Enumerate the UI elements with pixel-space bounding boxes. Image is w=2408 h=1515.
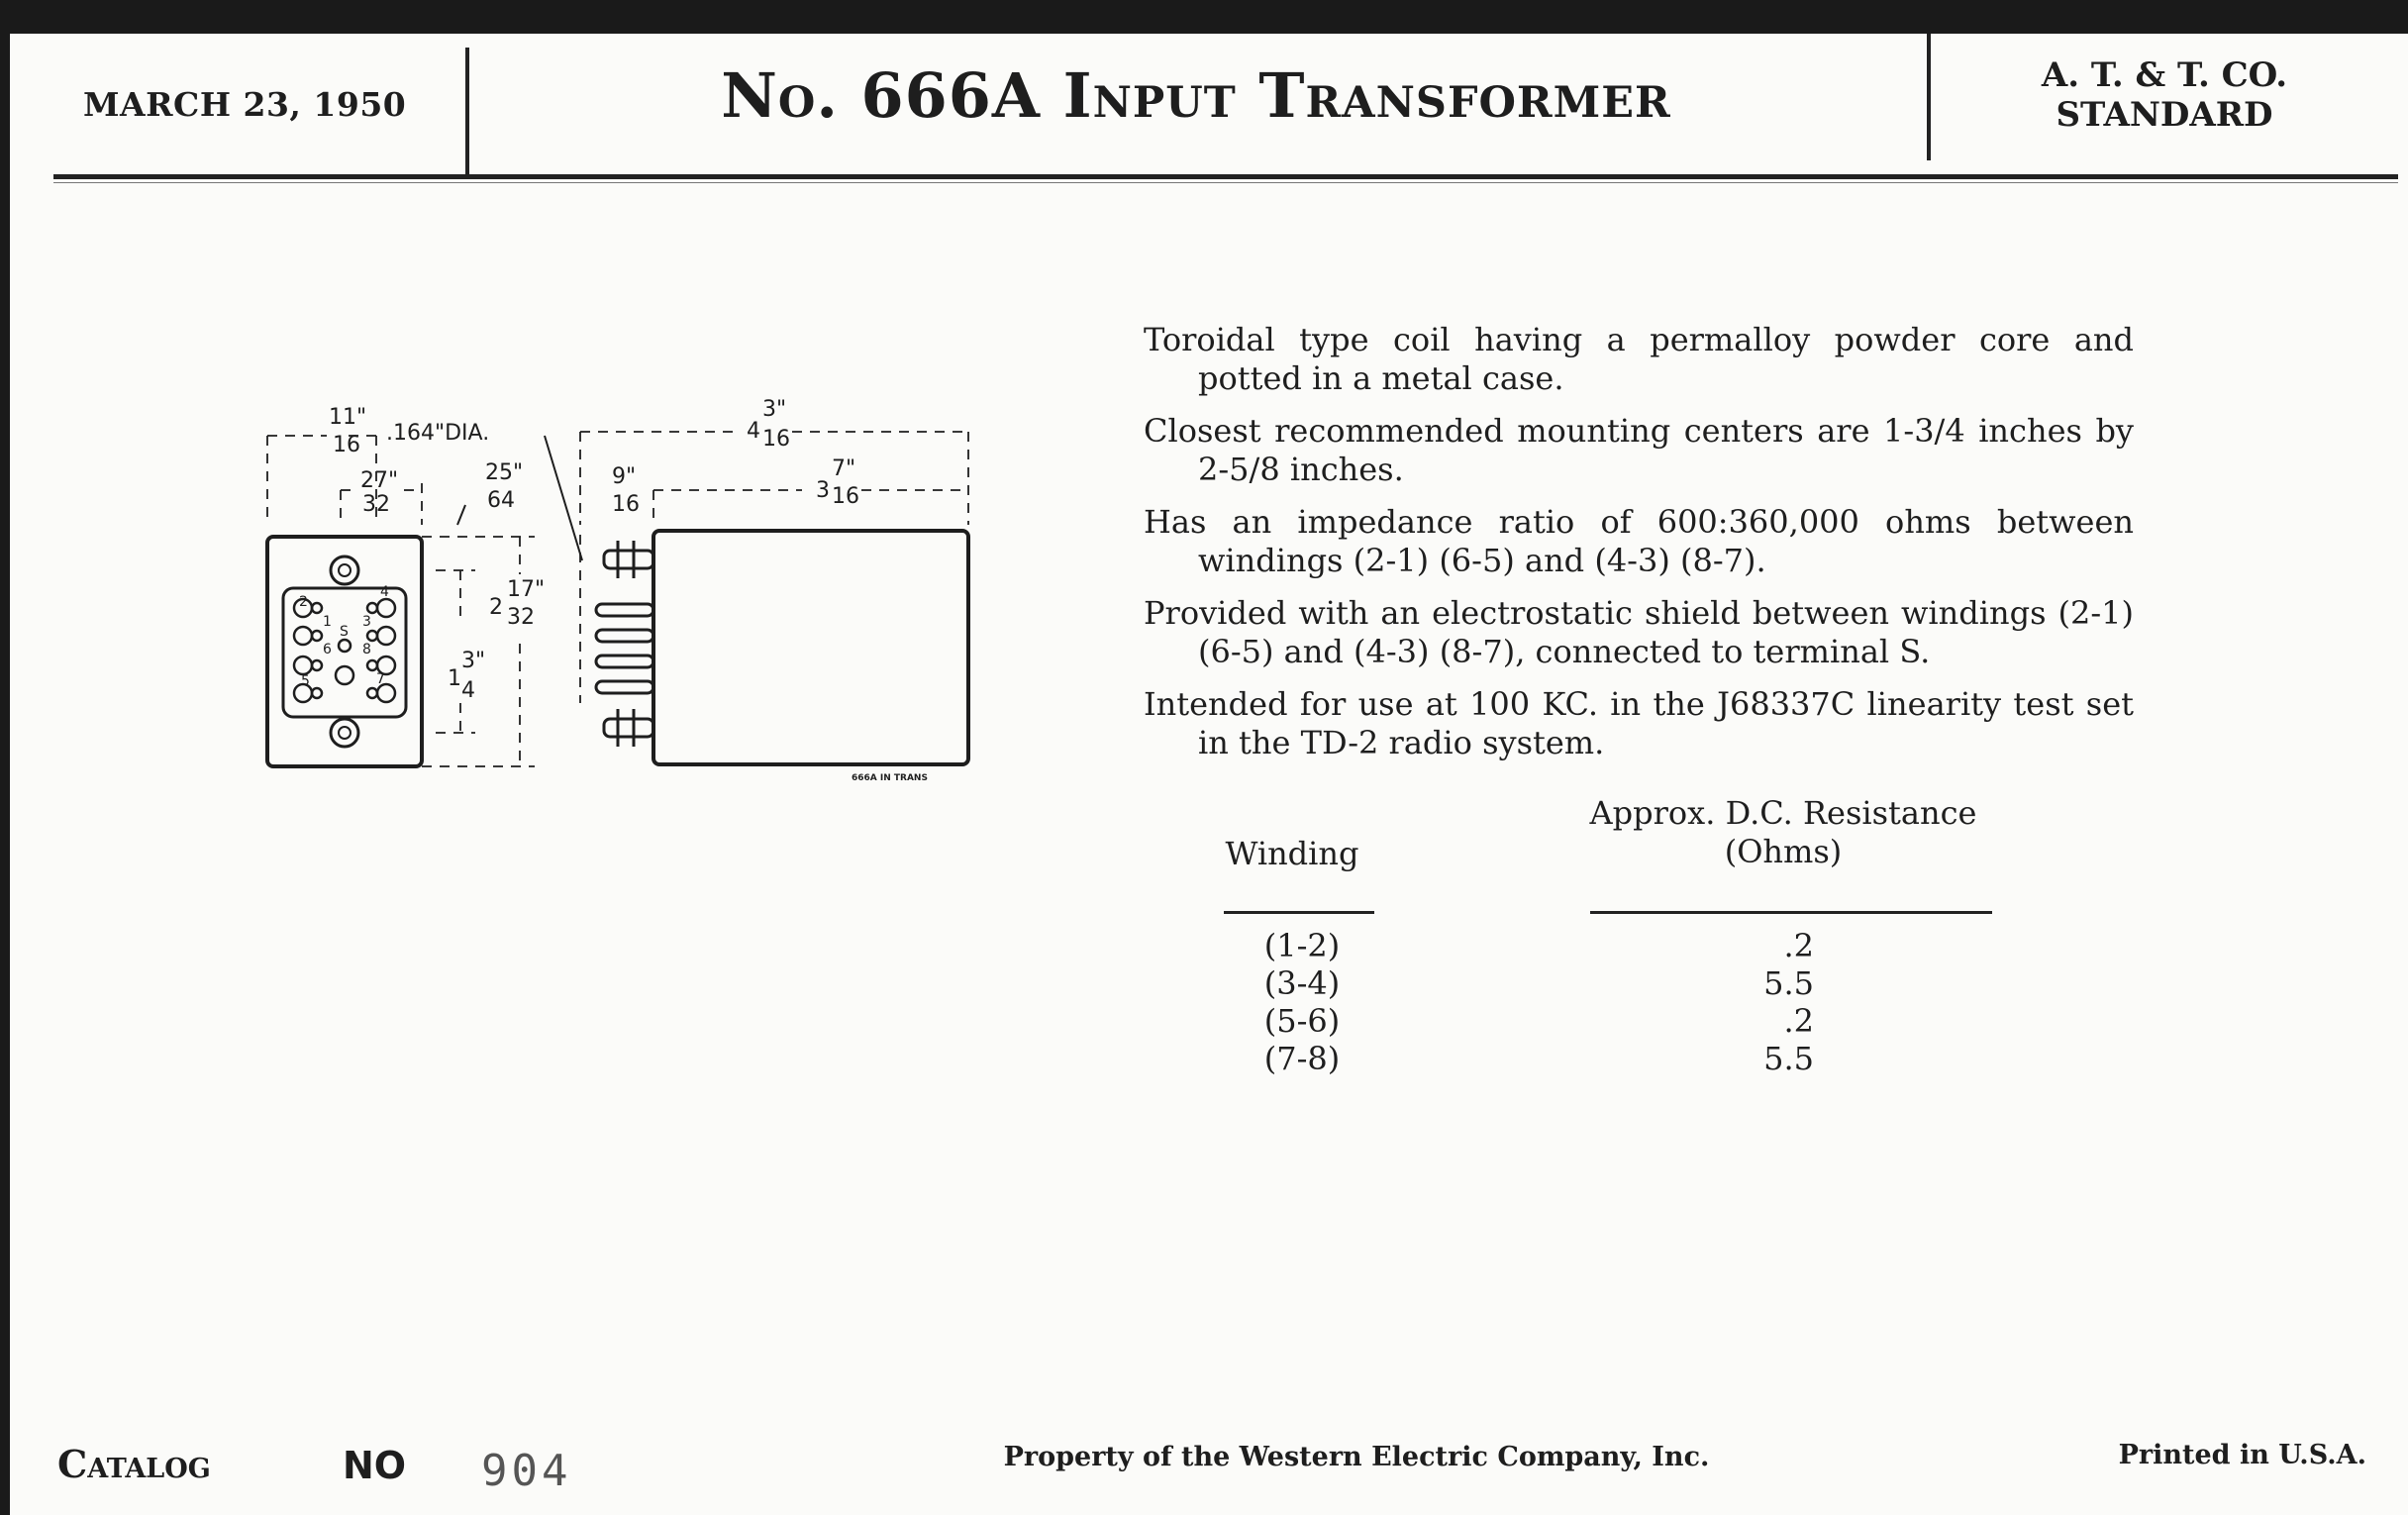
svg-text:3": 3" (762, 397, 787, 422)
standard-label (1931, 55, 2398, 135)
dim-2-17-32: 2 (489, 595, 503, 620)
dim-25-64: 25" (485, 460, 524, 485)
standard-line-1: A. T. & T. CO. (2041, 55, 2288, 95)
pin-label-1: 1 (323, 614, 332, 630)
svg-text:16: 16 (333, 433, 360, 457)
svg-text:16: 16 (832, 484, 859, 509)
dim-dia: .164"DIA. (386, 421, 490, 446)
pin-label-5: 5 (301, 673, 310, 689)
svg-text:4: 4 (461, 678, 475, 703)
column-header-resistance (1580, 794, 1986, 871)
table-row: 5.5 (1763, 964, 1814, 1002)
table-row: (1-2) (1263, 927, 1341, 964)
mounting-stud-bottom (331, 719, 358, 747)
table-row: (5-6) (1263, 1002, 1341, 1040)
property-notice: Property of the Western Electric Company, Inc. (1003, 1442, 1710, 1472)
column-rule-winding (1224, 911, 1374, 914)
dim-1-3-4: 1 (448, 666, 461, 691)
pin-label-8: 8 (362, 642, 371, 657)
svg-text:64: 64 (487, 488, 515, 513)
pin-label-6: 6 (323, 642, 332, 657)
description (1144, 321, 2134, 776)
winding-column (1228, 927, 1376, 1077)
drawing-caption: 666A IN TRANS (852, 773, 928, 783)
resistance-column (1580, 927, 1814, 1077)
table-row: 5.5 (1763, 1040, 1814, 1077)
catalog-label: Catalog (57, 1442, 211, 1486)
dim-11-16: 11" (329, 405, 367, 430)
description-paragraph: Provided with an electrostatic shield between windings (2-1) (6-5) and (4-3) (8-7), connected to terminal S. (1144, 594, 2134, 670)
printed-in-usa: Printed in U.S.A. (2118, 1440, 2366, 1470)
header-rule-thin (53, 182, 2398, 183)
catalog-number: 904 (481, 1446, 572, 1496)
side-view-case (653, 531, 968, 764)
catalog-no-label: NO (343, 1444, 407, 1487)
svg-text:7": 7" (832, 456, 856, 481)
table-row: .2 (1783, 1002, 1814, 1040)
pin-label-3: 3 (362, 614, 371, 630)
page-title: No. 666A Input Transformer (721, 59, 1671, 132)
pin-label-4: 4 (380, 584, 389, 600)
standard-line-2: STANDARD (2056, 95, 2273, 135)
table-row: (7-8) (1263, 1040, 1341, 1077)
column-header-resistance-line1: Approx. D.C. Resistance (1589, 794, 1977, 832)
svg-text:16: 16 (612, 492, 640, 517)
svg-text:16: 16 (762, 427, 790, 452)
description-paragraph: Toroidal type coil having a permalloy powder core and potted in a metal case. (1144, 321, 2134, 397)
pin-label-s: S (340, 624, 349, 640)
header-rule (53, 174, 2398, 179)
svg-text:3": 3" (461, 649, 486, 673)
table-row: (3-4) (1263, 964, 1341, 1002)
svg-text:17": 17" (507, 577, 546, 602)
svg-text:32: 32 (362, 492, 390, 517)
pin-label-7: 7 (376, 671, 385, 687)
mounting-stud-top (331, 556, 358, 584)
dim-27-32: 27" (360, 468, 399, 493)
transformer-drawing (238, 376, 990, 792)
svg-text:32: 32 (507, 605, 535, 630)
pin-label-2: 2 (299, 594, 308, 610)
dim-3-7-16: 3 (816, 478, 830, 503)
column-header-resistance-line2: (Ohms) (1724, 833, 1843, 870)
dim-4-3-16: 4 (747, 419, 760, 444)
description-paragraph: Closest recommended mounting centers are 1-3/4 inches by 2-5/8 inches. (1144, 412, 2134, 488)
dim-9-16: 9" (612, 464, 637, 489)
issue-date: MARCH 23, 1950 (83, 85, 407, 124)
column-header-winding: Winding (1225, 835, 1359, 872)
description-paragraph: Intended for use at 100 KC. in the J68337C linearity test set in the TD-2 radio system. (1144, 685, 2134, 761)
description-paragraph: Has an impedance ratio of 600:360,000 ohms between windings (2-1) (6-5) and (4-3) (8-7). (1144, 503, 2134, 579)
table-row: .2 (1783, 927, 1814, 964)
column-rule-resistance (1590, 911, 1992, 914)
